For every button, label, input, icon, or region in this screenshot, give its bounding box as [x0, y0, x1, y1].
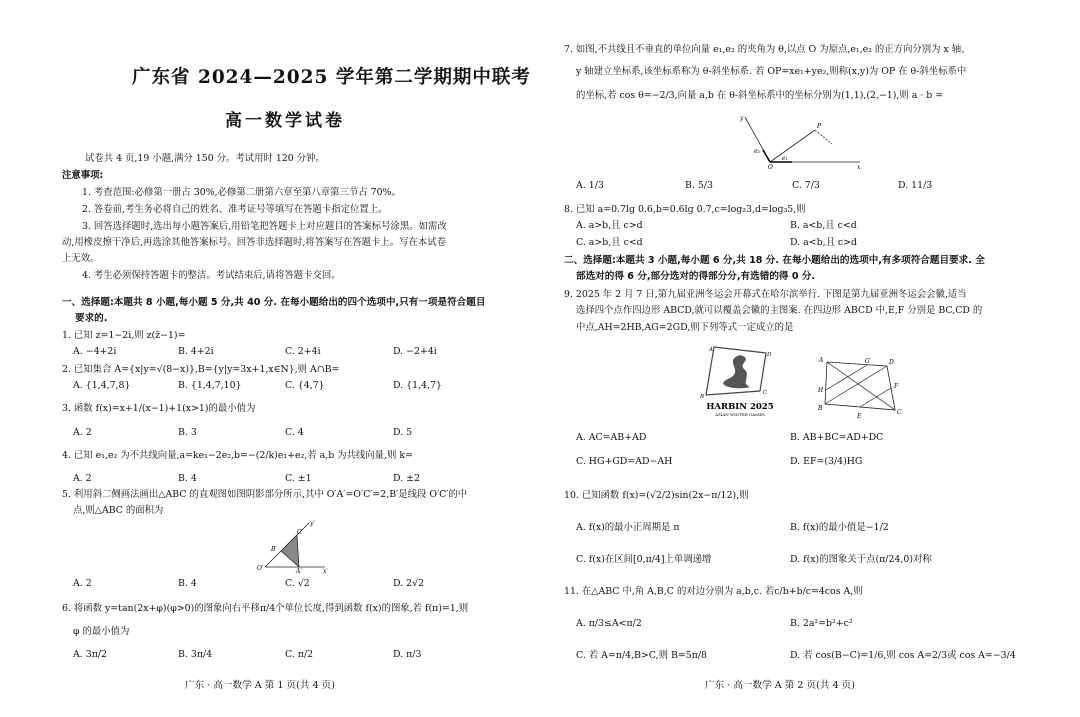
q3-option-c: C. 4 [285, 427, 304, 438]
note-1: 1. 考查范围:必修第一册占 30%,必修第二册第六章至第八章第三节占 70%。 [82, 187, 401, 198]
quad-label-f: F [894, 383, 899, 390]
q1-option-d: D. −2+4i [393, 346, 437, 357]
quad-label-d: D [889, 359, 894, 366]
label-o-prime: O′ [257, 565, 264, 572]
note-3-cont: 动,用橡皮擦干净后,再选涂其他答案标号。回答非选择题时,将答案写在答题卡上。写在本试卷 [62, 237, 446, 248]
notice-heading: 注意事项: [62, 170, 104, 181]
diagonal-ac [827, 362, 895, 410]
q10-option-d: D. f(x)的图象关于点(π/24,0)对称 [790, 554, 932, 565]
label-x-prime: x′ [323, 568, 328, 573]
q7-option-d: D. 11/3 [898, 180, 933, 191]
q5-option-a: A. 2 [73, 578, 92, 589]
logo-label-d: D [767, 352, 772, 358]
q1-option-a: A. −4+2i [73, 346, 117, 357]
q11-stem: 11. 在△ABC 中,角 A,B,C 的对边分别为 a,b,c. 若c/b+b/c=4cos A,则 [564, 586, 863, 597]
section-1-heading: 一、选择题:本题共 8 小题,每小题 5 分,共 40 分. 在每小题给出的四个选项中,只有一项是符合题目 [62, 297, 486, 308]
q9-stem: 9. 2025 年 2 月 7 日,第九届亚洲冬运会开幕式在哈尔滨举行. 下图是第九届亚洲冬运会会徽,适当 [564, 289, 967, 300]
logo-subtext: ASIAN WINTER GAMES [715, 412, 765, 417]
label-b-prime: B′ [271, 546, 277, 553]
label-a-prime: A′ [296, 568, 302, 573]
q5-stem-cont: 点,则△ABC 的面积为 [73, 505, 164, 516]
q6-option-d: D. π/3 [393, 649, 422, 660]
q7-oblique-axes-figure [740, 112, 870, 170]
page-1-footer: 广东 · 高一数学 A 第 1 页(共 4 页) [185, 680, 336, 691]
exam-subtitle: 高一数学试卷 [225, 111, 345, 131]
harbin-2025-logo [700, 339, 780, 419]
q9-option-c: C. HG+GD=AD−AH [576, 456, 673, 467]
q7-option-a: A. 1/3 [576, 180, 604, 191]
q4-option-a: A. 2 [73, 473, 92, 484]
q7-label-o: O [768, 164, 773, 170]
quad-label-e: E [857, 413, 862, 420]
section-2-heading-cont: 部选对的得 6 分,部分选对的得部分分,有选错的得 0 分. [576, 271, 816, 282]
q7-label-e2: e₂ [754, 148, 760, 155]
q2-stem: 2. 已知集合 A={x|y=√(8−x)},B={y|y=3x+1,x∈N},则 A∩B= [62, 364, 340, 375]
q7-stem-line-3: 的坐标,若 cos θ=−2/3,向量 a,b 在 θ-斜坐标系中的坐标分别为(1,1),(2,−1),则 a · b = [576, 90, 944, 101]
q5-option-c: C. √2 [285, 578, 310, 589]
q10-stem: 10. 已知函数 f(x)=(√2/2)sin(2x−π/12),则 [564, 490, 749, 501]
q5-oblique-figure [255, 515, 335, 573]
note-2: 2. 答卷前,考生务必将自己的姓名、准考证号等填写在答题卡指定位置上。 [82, 204, 388, 215]
q7-label-e1: e₁ [782, 155, 788, 162]
section-1-heading-cont: 要求的. [75, 313, 108, 324]
q11-option-a: A. π/3≤A<π/2 [576, 618, 642, 629]
q8-option-c: C. a>b,且 c<d [576, 237, 643, 248]
q10-option-b: B. f(x)的最小值是−1/2 [790, 522, 889, 533]
q7-label-y: y [740, 115, 744, 122]
q10-option-c: C. f(x)在区间[0,π/4]上单调递增 [576, 554, 712, 565]
q11-option-b: B. 2a²=b²+c² [790, 618, 853, 629]
q3-option-b: B. 3 [178, 427, 197, 438]
q3-option-a: A. 2 [73, 427, 92, 438]
q5-option-d: D. 2√2 [393, 578, 425, 589]
q10-option-a: A. f(x)的最小正周期是 π [576, 522, 680, 533]
q4-option-b: B. 4 [178, 473, 197, 484]
exam-intro: 试卷共 4 页,19 小题,满分 150 分。考试用时 120 分钟。 [85, 153, 325, 164]
shaded-triangle [281, 535, 299, 567]
q11-option-c: C. 若 A=π/4,B>C,则 B=5π/8 [576, 650, 707, 661]
q3-option-d: D. 5 [393, 427, 413, 438]
q8-option-a: A. a>b,且 c>d [576, 220, 643, 231]
label-y-prime: y′ [310, 520, 315, 527]
section-2-heading: 二、选择题:本题共 3 小题,每小题 6 分,共 18 分. 在每小题给出的选项中,有多项符合题目要求. 全 [564, 255, 985, 266]
q2-option-b: B. {1,4,7,10} [178, 380, 242, 391]
quad-label-h: H [818, 387, 824, 394]
q7-option-c: C. 7/3 [792, 180, 820, 191]
q7-op-vector [770, 130, 815, 162]
logo-label-b: B [700, 394, 705, 400]
q5-option-b: B. 4 [178, 578, 197, 589]
q7-e2-vector [763, 150, 770, 162]
q6-option-c: C. π/2 [285, 649, 314, 660]
q5-stem: 5. 利用斜二侧画法画出△ABC 的直观图如图阴影部分所示,其中 O′A′=O′C′=2,B′是线段 O′C′的中 [62, 489, 468, 500]
q7-dashed-line [815, 130, 832, 144]
quad-label-a: A [819, 357, 824, 364]
q2-option-d: D. {1,4,7} [393, 380, 442, 391]
q11-option-d: D. 若 cos(B−C)=1/6,则 cos A=2/3或 cos A=−3/4 [790, 650, 1016, 661]
note-3-end: 上无效。 [62, 253, 100, 264]
q6-option-a: A. 3π/2 [73, 649, 107, 660]
quad-label-c: C [897, 409, 902, 416]
q6-stem-cont: φ 的最小值为 [73, 626, 130, 637]
q2-option-a: A. {1,4,7,8} [73, 380, 131, 391]
q1-stem: 1. 已知 z=1−2i,则 z(z̄−1)= [62, 330, 186, 341]
q9-quadrilateral-figure [815, 350, 905, 428]
logo-label-c: C [763, 390, 768, 396]
quad-label-b: B [818, 405, 823, 412]
label-c-prime: C′ [297, 529, 303, 536]
q7-label-x: x [857, 164, 861, 170]
q4-option-c: C. ±1 [285, 473, 312, 484]
q9-stem-line-3: 中点,AH=2HB,AG=2GD,则下列等式一定成立的是 [576, 322, 794, 333]
q6-option-b: B. 3π/4 [178, 649, 213, 660]
q9-option-b: B. AB+BC=AD+DC [790, 432, 884, 443]
q7-stem-line-2: y 轴建立坐标系,该坐标系称为 θ-斜坐标系. 若 OP=xe₁+ye₂,则称(x,y)为 OP 在 θ-斜坐标系中 [576, 66, 967, 77]
logo-text: HARBIN 2025 [706, 402, 774, 412]
q7-option-b: B. 5/3 [685, 180, 713, 191]
page-2 [540, 0, 1080, 717]
logo-label-a: A [709, 347, 713, 353]
q4-stem: 4. 已知 e₁,e₂ 为不共线向量,a=ke₁−2e₂,b=−(2/k)e₁+e₂,若 a,b 为共线向量,则 k= [62, 450, 413, 461]
logo-mark [723, 355, 750, 388]
q9-option-a: A. AC=AB+AD [576, 432, 647, 443]
quad-label-g: G [865, 358, 870, 365]
q2-option-c: C. {4,7} [285, 380, 325, 391]
exam-title: 广东省 2024—2025 学年第二学期期中联考 [132, 67, 531, 88]
q9-option-d: D. EF=(3/4)HG [790, 456, 863, 467]
note-4: 4. 考生必须保持答题卡的整洁。考试结束后,请将答题卡交回。 [82, 270, 341, 281]
q8-stem: 8. 已知 a=0.7lg 0.6,b=0.6lg 0.7,c=log₂3,d=log₃5,则 [564, 204, 806, 215]
q8-option-b: B. a<b,且 c<d [790, 220, 857, 231]
page-2-footer: 广东 · 高一数学 A 第 2 页(共 4 页) [705, 680, 856, 691]
q1-option-c: C. 2+4i [285, 346, 321, 357]
q8-option-d: D. a<b,且 c>d [790, 237, 858, 248]
q7-label-p: P [817, 123, 822, 130]
q3-stem: 3. 函数 f(x)=x+1/(x−1)+1(x>1)的最小值为 [62, 403, 256, 414]
q6-stem: 6. 将函数 y=tan(2x+φ)(φ>0)的图象向右平移π/4个单位长度,得到函数 f(x)的图象,若 f(π)=1,则 [62, 603, 469, 614]
q9-stem-line-2: 选择四个点作四边形 ABCD,就可以覆盖会徽的主图案. 在四边形 ABCD 中,E,F 分别是 BC,CD 的 [576, 305, 983, 316]
q4-option-d: D. ±2 [393, 473, 420, 484]
note-3: 3. 回答选择题时,选出每小题答案后,用铅笔把答题卡上对应题目的答案标号涂黑。如需改 [82, 221, 447, 232]
q1-option-b: B. 4+2i [178, 346, 214, 357]
q7-stem: 7. 如图,不共线且不垂直的单位向量 e₁,e₂ 的夹角为 θ,以点 O 为原点,e₁,e₂ 的正方向分别为 x 轴、 [564, 44, 971, 55]
